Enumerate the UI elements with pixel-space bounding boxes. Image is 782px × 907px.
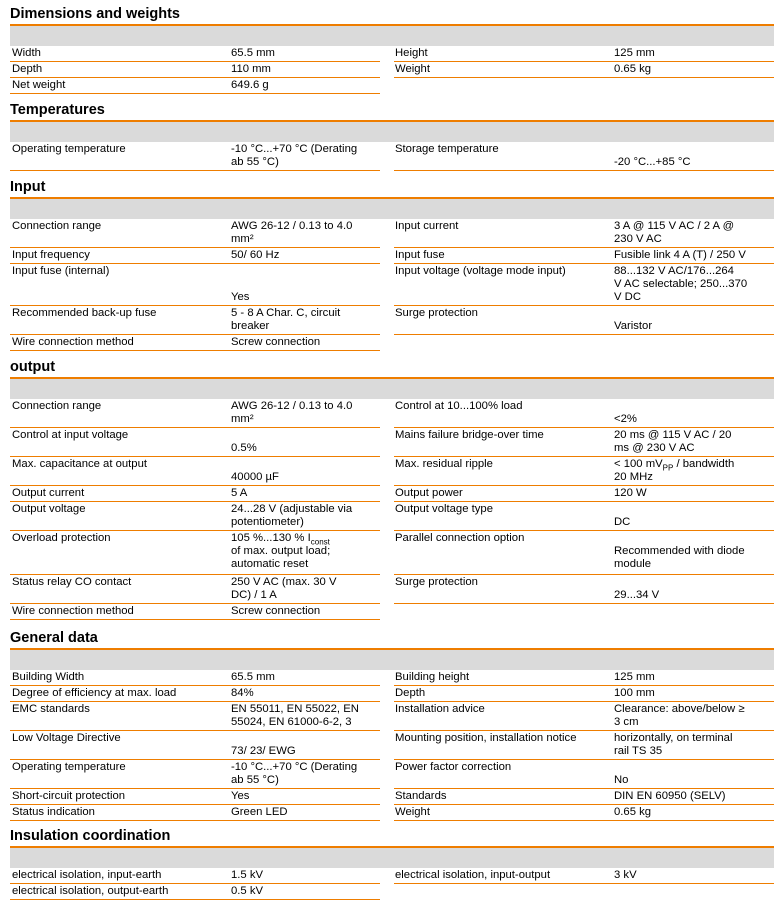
cell-line: Max. residual ripple: [395, 458, 493, 470]
spec-row: [10, 399, 774, 428]
cell-line: 5 A: [231, 487, 248, 499]
cell-line: Wire connection method: [12, 336, 134, 348]
spec-row: [10, 868, 774, 884]
spec-row: [10, 219, 774, 248]
cell-line: 100 mm: [614, 687, 655, 699]
spec-label: [395, 869, 550, 882]
spec-label: [395, 532, 524, 545]
spec-value: [231, 532, 381, 571]
spec-value: [231, 790, 381, 803]
spec-value: [231, 869, 381, 882]
cell-line: DC: [614, 516, 631, 528]
spec-label: [395, 687, 425, 700]
cell-line: 3 kV: [614, 869, 637, 881]
cell-line: 88...132 V AC/176...264: [614, 265, 734, 277]
cell-line: [614, 576, 766, 589]
cell-line: breaker: [231, 320, 270, 332]
cell-line: Output power: [395, 487, 463, 499]
spec-value: [614, 487, 766, 500]
spec-value: [231, 687, 381, 700]
spec-label: [395, 703, 485, 716]
spec-value: [614, 576, 766, 602]
cell-line: Output current: [12, 487, 85, 499]
cell-line: automatic reset: [231, 558, 309, 570]
cell-line: Storage temperature: [395, 143, 499, 155]
spec-label: [12, 532, 111, 545]
spec-value: [614, 307, 766, 333]
cell-line: DIN EN 60950 (SELV): [614, 790, 726, 802]
cell-line: Building height: [395, 671, 470, 683]
cell-line: ms @ 230 V AC: [614, 442, 695, 454]
spec-label: [395, 790, 447, 803]
spec-row: [10, 604, 774, 620]
section-header-band: [10, 650, 774, 670]
spec-value: [231, 806, 381, 819]
cell-line: 125 mm: [614, 671, 655, 683]
cell-line: Overload protection: [12, 532, 111, 544]
cell-line: Status relay CO contact: [12, 576, 132, 588]
cell-line: Control at 10...100% load: [395, 400, 523, 412]
cell-line: 110 mm: [231, 63, 271, 75]
spec-label: [12, 400, 101, 413]
cell-line: 65.5 mm: [231, 671, 275, 683]
cell-line: mm²: [231, 233, 254, 245]
spec-label: [12, 220, 101, 233]
cell-line: [231, 458, 381, 471]
cell-line: Screw connection: [231, 605, 321, 617]
cell-line: V DC: [614, 291, 641, 303]
cell-line: Weight: [395, 63, 430, 75]
spec-value: [614, 249, 766, 262]
spec-row: [10, 805, 774, 821]
cell-line: 65.5 mm: [231, 47, 275, 59]
section-header-band: [10, 379, 774, 399]
cell-line: 3 A @ 115 V AC / 2 A @: [614, 220, 735, 232]
spec-row: [10, 62, 774, 78]
cell-line: [231, 278, 381, 291]
spec-label: [395, 429, 544, 442]
section-title: General data: [10, 630, 98, 646]
spec-value: [231, 63, 381, 76]
spec-value: [231, 703, 381, 729]
cell-line: Screw connection: [231, 336, 321, 348]
spec-row: [10, 531, 774, 575]
cell-line: Height: [395, 47, 428, 59]
section-title: output: [10, 359, 56, 375]
spec-value: [231, 761, 381, 787]
cell-line: 250 V AC (max. 30 V: [231, 576, 337, 588]
spec-label: [12, 703, 90, 716]
cell-line: electrical isolation, input-earth: [12, 869, 162, 881]
cell-line: Max. capacitance at output: [12, 458, 148, 470]
cell-line: Connection range: [12, 220, 102, 232]
cell-line: Recommended with diode: [614, 545, 745, 557]
cell-line: Control at input voltage: [12, 429, 129, 441]
cell-line: 40000 µF: [231, 471, 279, 483]
cell-line: ab 55 °C): [231, 156, 279, 168]
cell-line: Connection range: [12, 400, 102, 412]
cell-line: Mounting position, installation notice: [395, 732, 577, 744]
cell-line: [614, 307, 766, 320]
cell-line: Standards: [395, 790, 447, 802]
spec-value: [231, 429, 381, 455]
cell-line: Input current: [395, 220, 459, 232]
spec-label: [12, 790, 125, 803]
spec-value: [231, 885, 381, 898]
cell-line: 5 - 8 A Char. C, circuit: [231, 307, 341, 319]
spec-value: [231, 732, 381, 758]
section-title: Dimensions and weights: [10, 6, 180, 22]
cell-line: Operating temperature: [12, 143, 126, 155]
spec-value: [231, 79, 381, 92]
cell-line: mm²: [231, 413, 254, 425]
cell-line: rail TS 35: [614, 745, 663, 757]
cell-line: Depth: [12, 63, 43, 75]
cell-line: 0.5 kV: [231, 885, 264, 897]
cell-line: [231, 732, 381, 745]
spec-row: [10, 486, 774, 502]
spec-row: [10, 248, 774, 264]
spec-value: [614, 220, 766, 246]
spec-label: [12, 336, 134, 349]
spec-value: [231, 605, 381, 618]
cell-line: Width: [12, 47, 41, 59]
cell-line: 0.65 kg: [614, 806, 652, 818]
spec-label: [395, 806, 430, 819]
spec-label: [12, 63, 42, 76]
cell-line: ab 55 °C): [231, 774, 279, 786]
cell-line: Building Width: [12, 671, 85, 683]
cell-line: 105 %...130 % $I_{const}$: [231, 532, 330, 547]
cell-line: Wire connection method: [12, 605, 134, 617]
spec-label: [395, 400, 523, 413]
cell-line: 3 cm: [614, 716, 639, 728]
spec-row: [10, 686, 774, 702]
cell-line: [614, 532, 766, 545]
spec-label: [12, 307, 156, 320]
cell-line: Installation advice: [395, 703, 485, 715]
spec-value: [231, 487, 381, 500]
spec-label: [395, 220, 458, 233]
spec-row: [10, 428, 774, 457]
spec-value: [231, 249, 381, 262]
spec-label: [12, 265, 109, 278]
row-divider: [10, 619, 380, 620]
cell-line: Short-circuit protection: [12, 790, 126, 802]
spec-value: [614, 869, 766, 882]
cell-line: 20 MHz: [614, 471, 653, 483]
spec-value: [231, 576, 381, 602]
spec-value: [614, 63, 766, 76]
spec-value: [614, 687, 766, 700]
spec-label: [12, 869, 161, 882]
cell-line: [231, 429, 381, 442]
spec-value: [614, 703, 766, 729]
cell-line: of max. output load;: [231, 545, 331, 557]
spec-row: [10, 78, 774, 94]
cell-line: DC) / 1 A: [231, 589, 277, 601]
spec-value: [614, 761, 766, 787]
cell-line: 120 W: [614, 487, 647, 499]
spec-label: [395, 47, 428, 60]
cell-line: Input frequency: [12, 249, 90, 261]
spec-row: [10, 702, 774, 731]
spec-label: [395, 458, 493, 471]
row-divider: [10, 170, 380, 171]
spec-label: [12, 576, 131, 589]
cell-line: [614, 761, 766, 774]
cell-line: Low Voltage Directive: [12, 732, 121, 744]
row-divider: [10, 899, 380, 900]
cell-line: Recommended back-up fuse: [12, 307, 157, 319]
spec-row: [10, 502, 774, 531]
row-divider: [394, 820, 774, 821]
cell-line: Power factor correction: [395, 761, 512, 773]
cell-line: 0.65 kg: [614, 63, 652, 75]
spec-value: [614, 671, 766, 684]
spec-row: [10, 457, 774, 486]
cell-line: 24...28 V (adjustable via: [231, 503, 353, 515]
section-header-band: [10, 848, 774, 868]
section-header-band: [10, 199, 774, 219]
spec-row: [10, 789, 774, 805]
spec-value: [231, 503, 381, 529]
spec-label: [12, 143, 126, 156]
spec-label: [12, 885, 168, 898]
cell-line: 649.6 g: [231, 79, 269, 91]
spec-label: [12, 47, 41, 60]
spec-value: [231, 220, 381, 246]
cell-line: Surge protection: [395, 576, 478, 588]
cell-line: Output voltage: [12, 503, 86, 515]
cell-line: 73/ 23/ EWG: [231, 745, 296, 757]
spec-row: [10, 306, 774, 335]
cell-line: Yes: [231, 790, 250, 802]
cell-line: electrical isolation, input-output: [395, 869, 551, 881]
cell-line: Surge protection: [395, 307, 478, 319]
spec-row: [10, 264, 774, 306]
spec-value: [614, 732, 766, 758]
spec-label: [12, 487, 84, 500]
spec-label: [12, 761, 126, 774]
spec-label: [12, 806, 95, 819]
spec-label: [395, 576, 478, 589]
spec-value: [231, 47, 381, 60]
spec-row: [10, 884, 774, 900]
spec-label: [395, 265, 566, 278]
spec-label: [395, 487, 463, 500]
section-title: Input: [10, 179, 46, 195]
cell-line: V AC selectable; 250...370: [614, 278, 748, 290]
cell-line: Degree of efficiency at max. load: [12, 687, 177, 699]
cell-line: Output voltage type: [395, 503, 493, 515]
cell-line: 125 mm: [614, 47, 655, 59]
spec-label: [12, 671, 84, 684]
section-header-band: [10, 122, 774, 142]
spec-value: [231, 671, 381, 684]
spec-label: [12, 732, 121, 745]
row-divider: [10, 93, 380, 94]
cell-line: 0.5%: [231, 442, 257, 454]
spec-label: [12, 687, 176, 700]
spec-label: [395, 143, 499, 156]
spec-value: [231, 336, 381, 349]
spec-label: [12, 458, 147, 471]
spec-label: [395, 63, 430, 76]
spec-value: [614, 790, 766, 803]
cell-line: EN 55011, EN 55022, EN: [231, 703, 359, 715]
cell-line: Parallel connection option: [395, 532, 525, 544]
cell-line: Green LED: [231, 806, 288, 818]
cell-line: Status indication: [12, 806, 95, 818]
spec-value: [614, 265, 766, 304]
cell-line: electrical isolation, output-earth: [12, 885, 169, 897]
cell-line: module: [614, 558, 652, 570]
cell-line: [614, 503, 766, 516]
cell-line: Input fuse: [395, 249, 445, 261]
cell-line: -20 °C...+85 °C: [614, 156, 691, 168]
cell-line: Varistor: [614, 320, 653, 332]
spec-value: [614, 47, 766, 60]
cell-line: -10 °C...+70 °C (Derating: [231, 143, 358, 155]
spec-label: [395, 503, 493, 516]
cell-line: [614, 400, 766, 413]
spec-value: [231, 265, 381, 304]
cell-line: Clearance: above/below ≥: [614, 703, 745, 715]
spec-value: [614, 400, 766, 426]
cell-line: AWG 26-12 / 0.13 to 4.0: [231, 400, 353, 412]
cell-line: [231, 265, 381, 278]
cell-line: No: [614, 774, 629, 786]
spec-value: [614, 429, 766, 455]
spec-row: [10, 142, 774, 171]
spec-value: [614, 503, 766, 529]
spec-row: [10, 46, 774, 62]
cell-line: Input fuse (internal): [12, 265, 110, 277]
spec-label: [395, 732, 577, 745]
spec-row: [10, 335, 774, 351]
spec-value: [231, 307, 381, 333]
cell-line: 20 ms @ 115 V AC / 20: [614, 429, 732, 441]
spec-value: [231, 400, 381, 426]
cell-line: Yes: [231, 291, 250, 303]
spec-label: [395, 671, 469, 684]
cell-line: AWG 26-12 / 0.13 to 4.0: [231, 220, 353, 232]
row-divider: [394, 170, 774, 171]
spec-label: [12, 249, 90, 262]
cell-line: EMC standards: [12, 703, 90, 715]
cell-line: Mains failure bridge-over time: [395, 429, 544, 441]
spec-value: [614, 143, 766, 169]
spec-row: [10, 670, 774, 686]
section-header-band: [10, 26, 774, 46]
spec-label: [395, 249, 445, 262]
cell-line: Depth: [395, 687, 426, 699]
cell-line: 29...34 V: [614, 589, 660, 601]
cell-line: 50/ 60 Hz: [231, 249, 280, 261]
section-title: Temperatures: [10, 102, 105, 118]
spec-value: [614, 458, 766, 484]
cell-line: <2%: [614, 413, 637, 425]
spec-label: [12, 503, 85, 516]
cell-line: 55024, EN 61000-6-2, 3: [231, 716, 352, 728]
cell-line: -10 °C...+70 °C (Derating: [231, 761, 358, 773]
cell-line: Input voltage (voltage mode input): [395, 265, 566, 277]
row-divider: [10, 350, 380, 351]
spec-label: [12, 605, 134, 618]
cell-line: Fusible link 4 A (T) / 250 V: [614, 249, 746, 261]
cell-line: 1.5 kV: [231, 869, 264, 881]
spec-value: [614, 806, 766, 819]
row-divider: [10, 820, 380, 821]
cell-line: Net weight: [12, 79, 66, 91]
cell-line: horizontally, on terminal: [614, 732, 733, 744]
spec-row: [10, 760, 774, 789]
cell-line: potentiometer): [231, 516, 304, 528]
spec-row: [10, 731, 774, 760]
spec-row: [10, 575, 774, 604]
section-title: Insulation coordination: [10, 828, 171, 844]
spec-label: [395, 307, 478, 320]
cell-line: [614, 143, 766, 156]
spec-label: [395, 761, 511, 774]
spec-value: [231, 143, 381, 169]
spec-label: [12, 79, 65, 92]
cell-line: Operating temperature: [12, 761, 126, 773]
cell-line: 84%: [231, 687, 254, 699]
cell-line: 230 V AC: [614, 233, 662, 245]
cell-line: Weight: [395, 806, 430, 818]
cell-line: < 100 $mV_{PP}$ / bandwidth: [614, 458, 735, 473]
spec-label: [12, 429, 128, 442]
spec-value: [231, 458, 381, 484]
spec-value: [614, 532, 766, 571]
